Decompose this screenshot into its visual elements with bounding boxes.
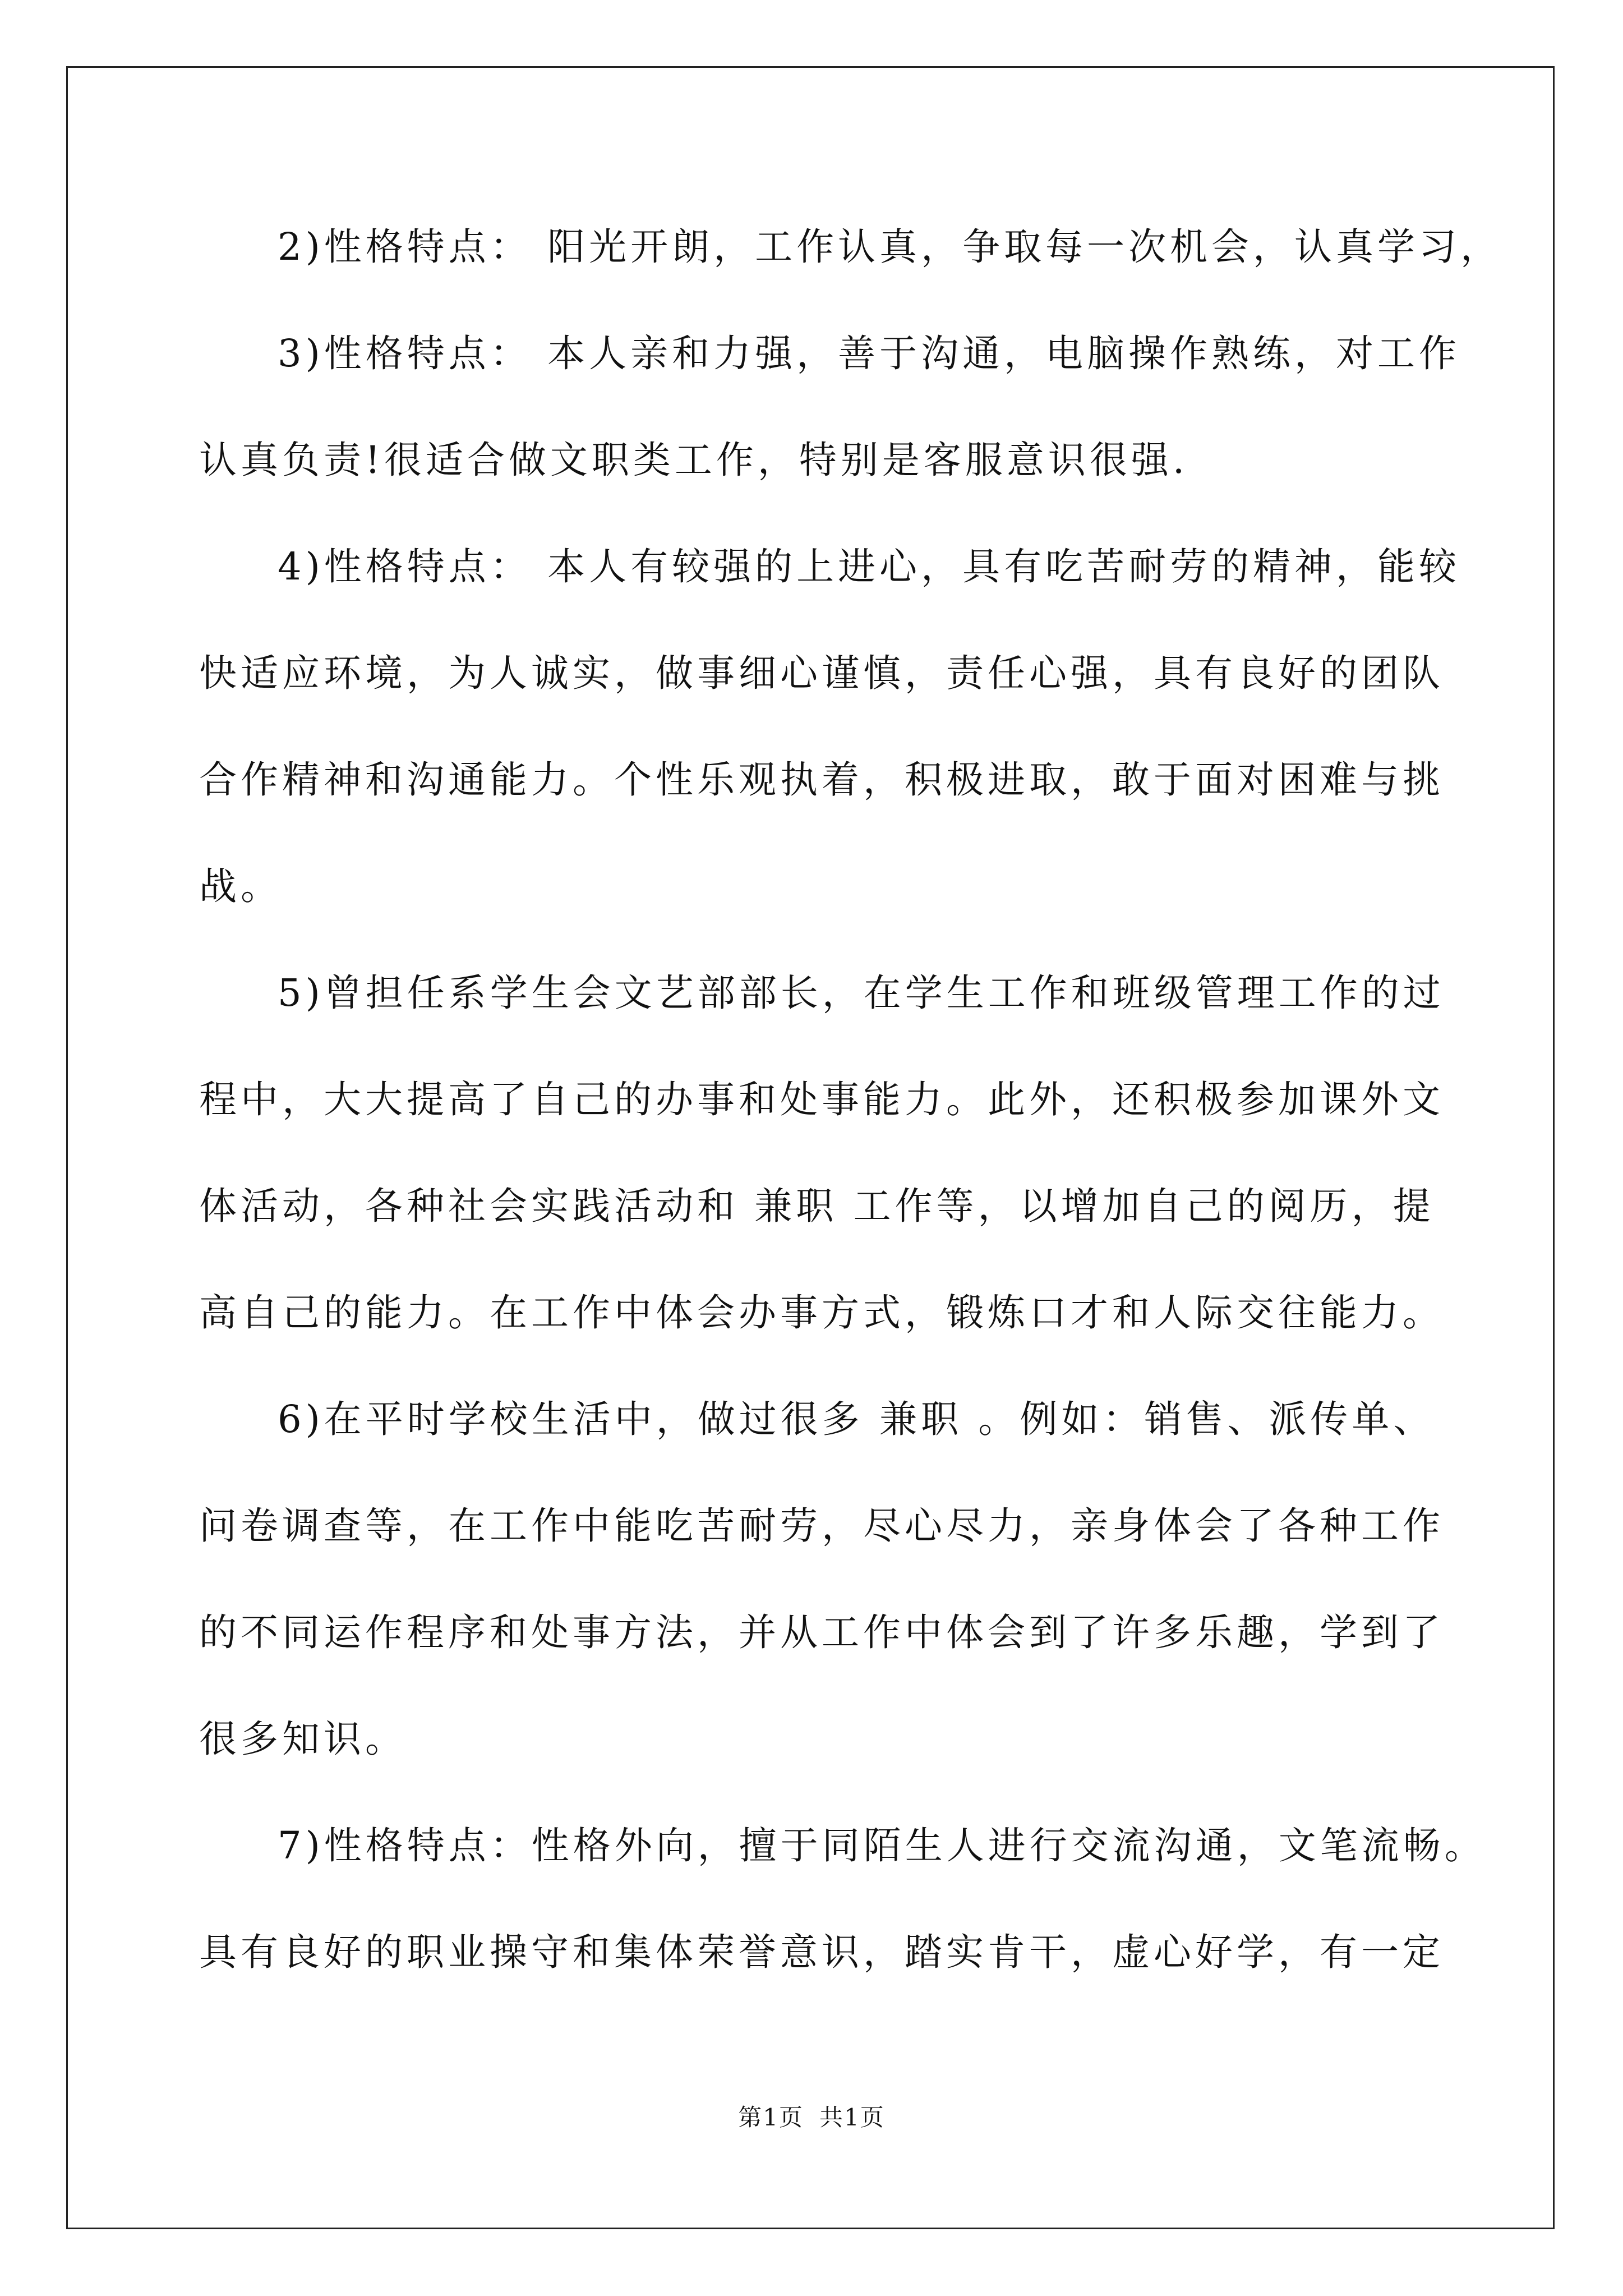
paragraph-line: 问卷调查等，在工作中能吃苦耐劳，尽心尽力，亲身体会了各种工作: [199, 1504, 1444, 1548]
paragraph-line: 认真负责!很适合做文职类工作，特别是客服意识很强.: [199, 438, 1189, 482]
paragraph-line: 5)曾担任系学生会文艺部部长，在学生工作和班级管理工作的过: [278, 971, 1445, 1015]
paragraph-line: 的不同运作程序和处事方法，并从工作中体会到了许多乐趣，学到了: [199, 1611, 1444, 1654]
paragraph-line: 4)性格特点： 本人有较强的上进心，具有吃苦耐劳的精神，能较: [278, 545, 1461, 588]
paragraph-line: 3)性格特点： 本人亲和力强，善于沟通，电脑操作熟练，对工作: [278, 332, 1461, 375]
paragraph-line: 程中，大大提高了自己的办事和处事能力。此外，还积极参加课外文: [199, 1078, 1444, 1121]
page-border: [66, 66, 1555, 2229]
paragraph-line: 7)性格特点：性格外向，擅于同陌生人进行交流沟通，文笔流畅。: [278, 1824, 1486, 1867]
paragraph-line: 合作精神和沟通能力。个性乐观执着，积极进取，敢于面对困难与挑: [199, 758, 1444, 802]
page-number-total: 共1页: [819, 2104, 885, 2131]
paragraph-line: 快适应环境，为人诚实，做事细心谨慎，责任心强，具有良好的团队: [199, 651, 1444, 695]
paragraph-line: 很多知识。: [199, 1717, 407, 1761]
paragraph-line: 具有良好的职业操守和集体荣誉意识，踏实肯干，虚心好学，有一定: [199, 1930, 1444, 1974]
page-footer: [0, 2101, 1623, 2134]
paragraph-line: 体活动，各种社会实践活动和 兼职 工作等，以增加自己的阅历，提: [199, 1184, 1435, 1228]
page-number-current: 第1页: [738, 2104, 804, 2131]
paragraph-line: 高自己的能力。在工作中体会办事方式，锻炼口才和人际交往能力。: [199, 1291, 1444, 1335]
paragraph-line: 2)性格特点： 阳光开朗，工作认真，争取每一次机会，认真学习，: [278, 225, 1502, 269]
paragraph-line: 战。: [199, 864, 282, 908]
paragraph-line: 6)在平时学校生活中，做过很多 兼职 。例如：销售、派传单、: [278, 1397, 1435, 1441]
